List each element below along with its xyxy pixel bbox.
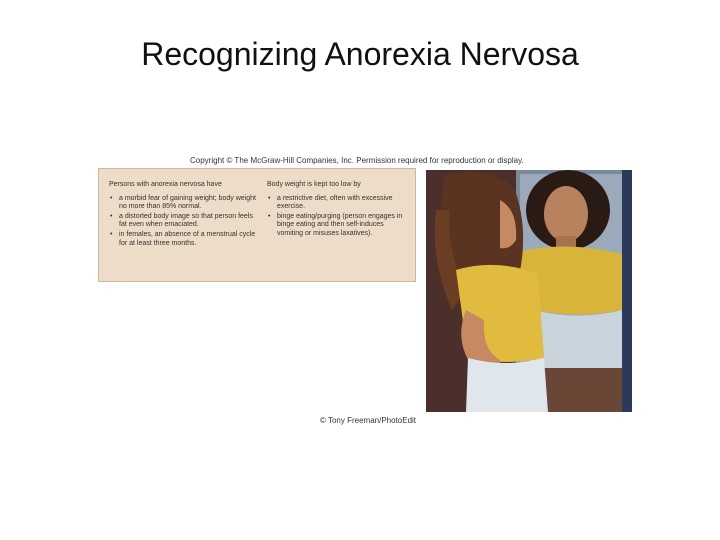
symptom-list [109,195,257,249]
slide-title: Recognizing Anorexia Nervosa [141,36,579,72]
mirror-photo [426,170,632,412]
info-column-heading: Persons with anorexia nervosa have [109,181,222,188]
info-box [98,168,416,282]
photo-credit: © Tony Freeman/PhotoEdit [320,416,417,425]
list-item: • a morbid fear of gaining weight; body weight no more than 85% normal. [119,195,257,212]
method-list [267,195,409,239]
info-column-weight [267,181,409,240]
copyright-notice: Copyright © The McGraw-Hill Companies, Inc. Permission required for reproduction or display. [190,156,524,165]
mirror-photo-illustration [426,170,632,412]
info-column-symptoms [109,181,257,249]
list-item: • in females, an absence of a menstrual cycle for at least three months. [119,231,257,248]
list-item: • binge eating/purging (person engages in binge eating and then self-induces vomiting or misuses laxatives). [277,213,409,239]
list-item: • a distorted body image so that person feels fat even when emaciated. [119,213,257,230]
info-column-heading: Body weight is kept too low by [267,181,361,188]
list-item: • a restrictive diet, often with excessive exercise. [277,195,409,212]
